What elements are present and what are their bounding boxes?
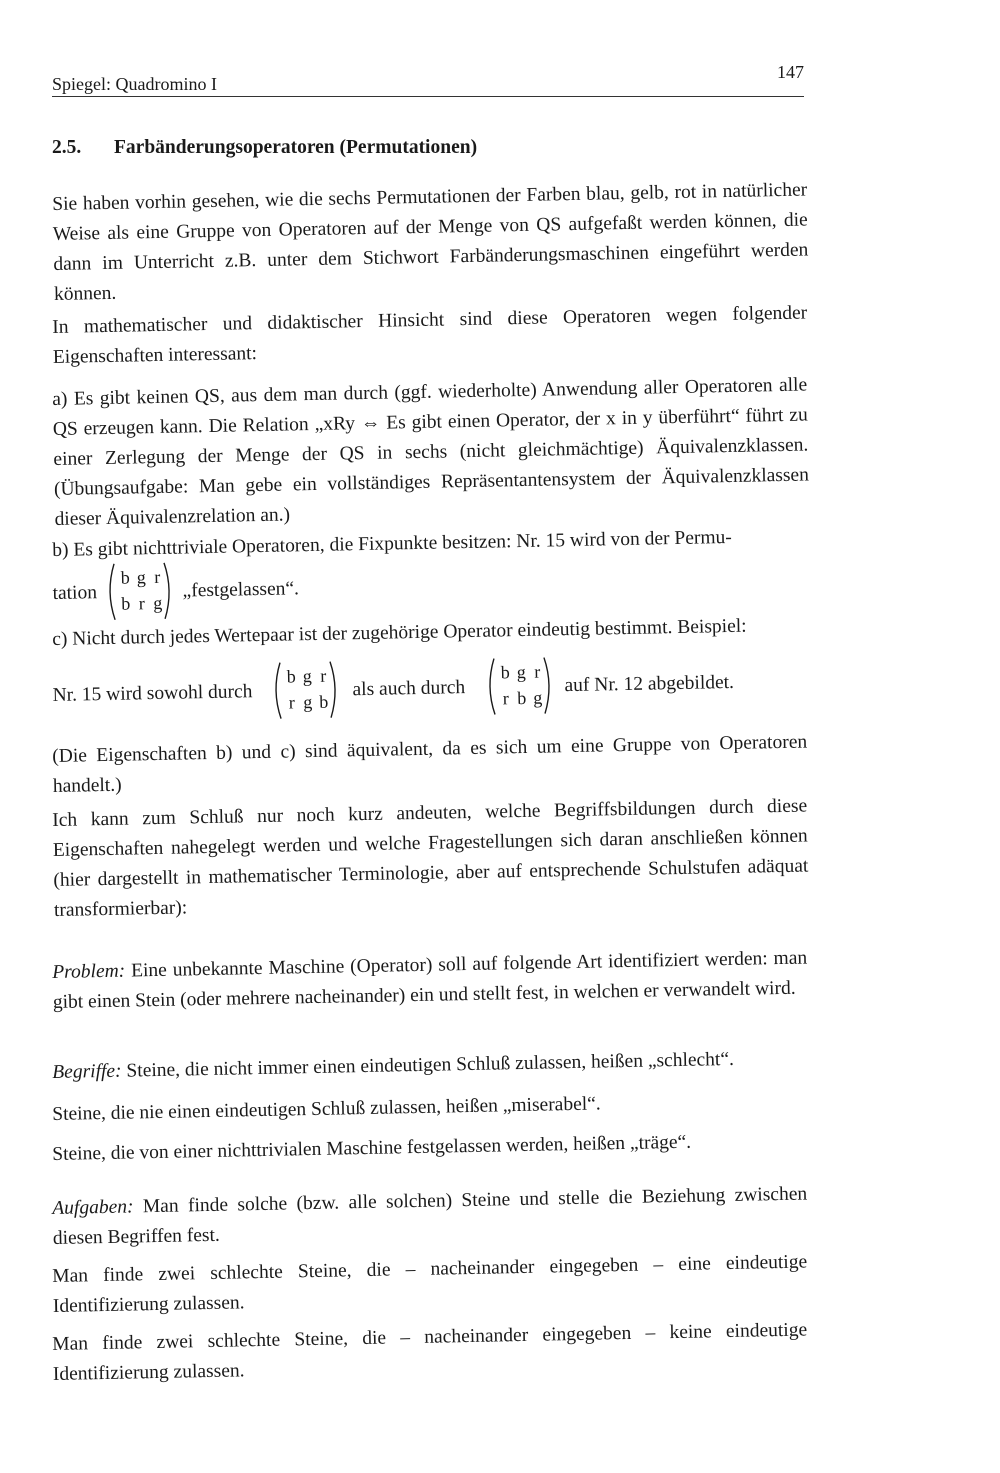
aufgaben-eindeutig: Man finde zwei schlechte Steine, die – nacheinander eingegeben – eine eindeutige Identifizierung zulassen. xyxy=(52,1251,808,1317)
paragraph-closing xyxy=(52,792,809,926)
property-c-text: c) Nicht durch jedes Wertepaar ist der zugehörige Operator eindeutig bestimmt. Beispiel: xyxy=(52,615,747,650)
matrix-cell: b xyxy=(286,666,296,687)
section-number: 2.5. xyxy=(52,137,82,158)
matrix-cell: r xyxy=(502,688,509,709)
matrix-cell: r xyxy=(138,593,145,614)
permutation-line-c xyxy=(52,650,813,725)
section-title: Farbänderungsoperatoren (Permutationen) xyxy=(114,137,478,158)
matrix-bottom-row xyxy=(119,593,165,615)
tation-word: tation xyxy=(52,582,98,604)
aufgaben-line-3 xyxy=(52,1316,808,1390)
closing-text: Ich kann zum Schluß nur noch kurz andeuten, welche Begriffsbildungen durch diese Eigenschaften nahegelegt werden und welche Fragestellungen sich daran anschließen können (hier dargestellt in mathematischer Terminologie, aber auf entsprechende Schulstufen adäquat transformierbar): xyxy=(52,795,809,921)
matrix-cell: g xyxy=(533,687,543,708)
matrix-cell: g xyxy=(136,567,146,588)
property-b-text: b) Es gibt nichttriviale Operatoren, die Fixpunkte besitzen: Nr. 15 wird von der Permu- xyxy=(52,526,732,561)
example-prefix: Nr. 15 wird sowohl durch xyxy=(52,681,253,706)
matrix-cell: r xyxy=(154,566,161,588)
matrix-cell: r xyxy=(320,665,327,686)
matrix-cell: b xyxy=(319,691,329,712)
problem-block xyxy=(52,944,808,1018)
matrix-cell: g xyxy=(303,692,313,713)
aufgaben-keine-eindeutig: Man finde zwei schlechte Steine, die – nacheinander eingegeben – keine eindeutige Identifizierung zulassen. xyxy=(52,1319,808,1385)
property-a-text: a) Es gibt keinen QS, aus dem man durch (ggf. wiederholte) Anwendung aller Operatoren alle QS erzeugen kann. Die Relation „xRy ⇔ Es gibt einen Operator, der x in y überführt“ führt zu einer Zerlegung der Menge der QS in sechs (nicht gleichmächtige) Äquivalenzklassen. (Übungsaufgabe: Man gebe ein vollständiges Repräsentantensystem der Äquivalenzklassen dieser Äquivalenzrelation an.) xyxy=(52,374,810,530)
matrix-bottom-row xyxy=(499,688,545,710)
begriffe-miserabel: Steine, die nie einen eindeutigen Schluß zulassen, heißen „miserabel“. xyxy=(52,1093,601,1125)
equivalent-text: (Die Eigenschaften b) und c) sind äquivalent, da es sich um eine Gruppe von Operatoren handelt.) xyxy=(52,731,808,797)
section-heading xyxy=(52,137,477,159)
paragraph-a xyxy=(52,371,810,535)
problem-label: Problem: xyxy=(52,960,126,983)
matrix-cell: g xyxy=(516,661,526,683)
matrix-cell: g xyxy=(153,592,163,614)
begriffe-traege: Steine, die von einer nichttrivialen Maschine festgelassen werden, heißen „träge“. xyxy=(52,1131,692,1165)
begriffe-line-3 xyxy=(52,1126,807,1170)
matrix-top-row xyxy=(284,666,330,688)
matrix-top-row xyxy=(118,567,164,589)
matrix-cell: r xyxy=(288,692,295,713)
example-mid: als auch durch xyxy=(352,677,466,701)
permutation-matrix-1 xyxy=(104,561,175,622)
problem-text: Eine unbekannte Maschine (Operator) soll auf folgende Art identifiziert werden: man gibt einen Stein (oder mehrere nacheinander) ein und stellt fest, in welchen er verwandelt wird. xyxy=(52,947,808,1013)
matrix-cell: b xyxy=(500,662,510,683)
aufgaben-line-2 xyxy=(52,1248,808,1322)
paragraph-properties xyxy=(52,299,808,373)
begriffe-block xyxy=(52,1044,807,1088)
intro-text: Sie haben vorhin gesehen, wie die sechs Permutationen der Farben blau, gelb, rot in natürlicher Weise als eine Gruppe von Operatoren auf der Menge von QS aufgefaßt werden können, die dann im Unterricht z.B. unter dem Stichwort Farbänderungsmaschinen eingeführt werden können. xyxy=(52,179,809,305)
paragraph-intro xyxy=(52,176,809,310)
begriffe-line-2 xyxy=(52,1086,807,1130)
paragraph-equivalent xyxy=(52,728,808,802)
running-title: Spiegel: Quadromino I xyxy=(52,74,217,94)
example-suffix: auf Nr. 12 abgebildet. xyxy=(564,671,735,697)
matrix-cell: b xyxy=(120,567,130,588)
matrix-cell: b xyxy=(517,687,527,709)
matrix-bottom-row xyxy=(285,692,331,714)
aufgaben-text: Man finde solche (bzw. alle solchen) Steine und stelle die Beziehung zwischen diesen Begriffen fest. xyxy=(52,1183,808,1249)
aufgaben-block xyxy=(52,1180,808,1254)
matrix-cell: r xyxy=(534,661,541,682)
matrix-cell: g xyxy=(302,666,312,687)
page-number: 147 xyxy=(777,62,804,82)
begriffe-text: Steine, die nicht immer einen eindeutigen Schluß zulassen, heißen „schlecht“. xyxy=(126,1048,735,1082)
permutation-matrix-3 xyxy=(484,655,555,716)
begriffe-label: Begriffe: xyxy=(52,1060,122,1083)
permutation-matrix-2 xyxy=(270,659,341,720)
matrix-cell: b xyxy=(121,593,131,614)
aufgaben-label: Aufgaben: xyxy=(52,1196,134,1219)
running-header xyxy=(52,60,804,97)
matrix-top-row xyxy=(498,662,544,684)
festgelassen-text: „festgelassen“. xyxy=(182,578,300,602)
properties-text: In mathematischer und didaktischer Hinsicht sind diese Operatoren wegen folgender Eigenschaften interessant: xyxy=(52,302,808,368)
